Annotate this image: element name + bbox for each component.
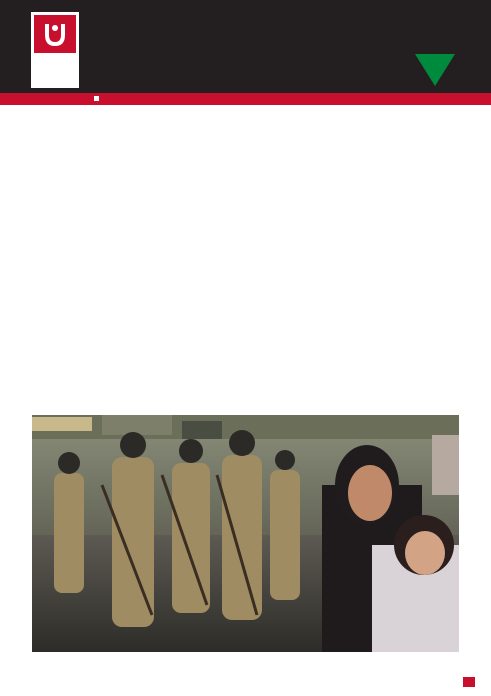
masthead — [0, 0, 491, 93]
small-arms-survey-logo — [31, 12, 79, 88]
issue-band — [0, 93, 491, 105]
issue-number — [90, 94, 102, 104]
cover-photo — [32, 415, 459, 652]
logo-emblem-icon — [34, 15, 76, 53]
page-number — [463, 677, 475, 687]
india-ava-triangle-icon — [411, 10, 459, 90]
